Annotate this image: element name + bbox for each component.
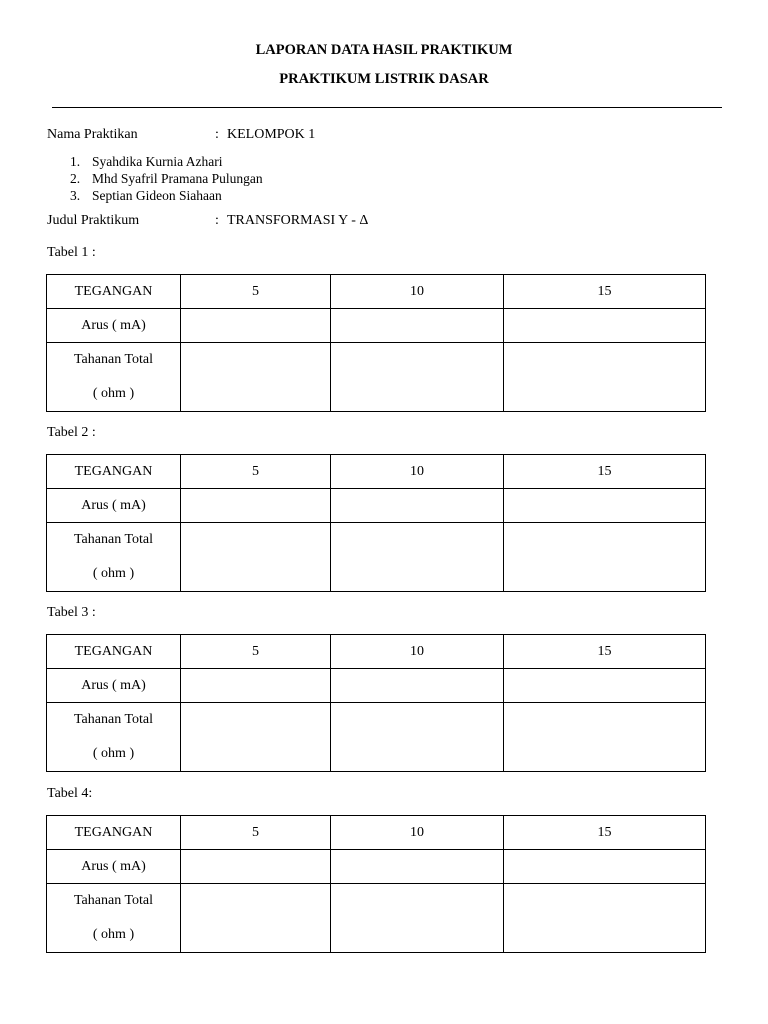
table-row [47, 635, 706, 669]
data-table-1 [46, 274, 706, 412]
row-label-line: Tahanan Total [73, 712, 154, 727]
header-cell: 10 [331, 275, 504, 309]
table-row [47, 523, 706, 592]
header-cell: 10 [331, 816, 504, 850]
empty-cell[interactable] [331, 489, 504, 523]
row-label [47, 884, 181, 953]
empty-cell[interactable] [331, 343, 504, 412]
header-cell: 5 [181, 635, 331, 669]
table-row [47, 669, 706, 703]
empty-cell[interactable] [181, 489, 331, 523]
colon: : [215, 127, 219, 142]
list-number: 1. [70, 154, 81, 169]
header-cell: 5 [181, 816, 331, 850]
row-label-line: Tahanan Total [73, 532, 154, 547]
list-item [70, 187, 263, 204]
table-row [47, 850, 706, 884]
table-row [47, 455, 706, 489]
table-row [47, 703, 706, 772]
empty-cell[interactable] [331, 884, 504, 953]
table-row [47, 816, 706, 850]
nama-praktikan-label: Nama Praktikan [47, 127, 138, 142]
header-cell: TEGANGAN [47, 275, 181, 309]
data-table-4 [46, 815, 706, 953]
colon: : [215, 213, 219, 228]
empty-cell[interactable] [504, 489, 706, 523]
empty-cell[interactable] [181, 309, 331, 343]
empty-cell[interactable] [331, 669, 504, 703]
row-label-unit: ( ohm ) [92, 746, 135, 761]
header-cell: 5 [181, 275, 331, 309]
header-cell: 15 [504, 275, 706, 309]
row-label-unit: ( ohm ) [92, 566, 135, 581]
header-cell: TEGANGAN [47, 635, 181, 669]
empty-cell[interactable] [181, 669, 331, 703]
table-row [47, 275, 706, 309]
empty-cell[interactable] [181, 523, 331, 592]
empty-cell[interactable] [504, 884, 706, 953]
header-cell: 15 [504, 455, 706, 489]
data-table-3 [46, 634, 706, 772]
table-row [47, 884, 706, 953]
table-row [47, 489, 706, 523]
table-caption: Tabel 2 : [47, 425, 96, 440]
row-label-line: Tahanan Total [73, 893, 154, 908]
member-name: Mhd Syafril Pramana Pulungan [92, 171, 263, 186]
empty-cell[interactable] [181, 850, 331, 884]
empty-cell[interactable] [504, 669, 706, 703]
document-subtitle: PRAKTIKUM LISTRIK DASAR [279, 71, 489, 87]
row-label: Arus ( mA) [47, 489, 181, 523]
member-list [70, 153, 263, 204]
member-name: Syahdika Kurnia Azhari [92, 154, 223, 169]
table-row [47, 343, 706, 412]
table-caption: Tabel 3 : [47, 605, 96, 620]
empty-cell[interactable] [331, 523, 504, 592]
empty-cell[interactable] [331, 309, 504, 343]
empty-cell[interactable] [504, 343, 706, 412]
list-number: 2. [70, 171, 81, 186]
row-label-unit: ( ohm ) [92, 927, 135, 942]
list-number: 3. [70, 188, 81, 203]
row-label-unit: ( ohm ) [92, 386, 135, 401]
row-label-line: Tahanan Total [73, 352, 154, 367]
table-caption: Tabel 1 : [47, 245, 96, 260]
header-cell: 5 [181, 455, 331, 489]
header-cell: 15 [504, 816, 706, 850]
row-label: Arus ( mA) [47, 850, 181, 884]
empty-cell[interactable] [504, 523, 706, 592]
row-label [47, 523, 181, 592]
data-table-2 [46, 454, 706, 592]
empty-cell[interactable] [331, 703, 504, 772]
empty-cell[interactable] [181, 343, 331, 412]
empty-cell[interactable] [504, 850, 706, 884]
row-label: Arus ( mA) [47, 669, 181, 703]
row-label [47, 343, 181, 412]
judul-praktikum-label: Judul Praktikum [47, 213, 140, 228]
table-caption: Tabel 4: [47, 786, 93, 801]
header-cell: 10 [331, 455, 504, 489]
list-item [70, 170, 263, 187]
empty-cell[interactable] [181, 884, 331, 953]
nama-praktikan-value: KELOMPOK 1 [227, 127, 316, 142]
table-row [47, 309, 706, 343]
header-cell: TEGANGAN [47, 816, 181, 850]
header-divider [52, 107, 722, 108]
judul-praktikum-value: TRANSFORMASI Y - Δ [227, 213, 369, 228]
row-label [47, 703, 181, 772]
empty-cell[interactable] [504, 703, 706, 772]
empty-cell[interactable] [331, 850, 504, 884]
header-cell: 10 [331, 635, 504, 669]
row-label: Arus ( mA) [47, 309, 181, 343]
list-item [70, 153, 263, 170]
document-title: LAPORAN DATA HASIL PRAKTIKUM [255, 42, 513, 58]
header-cell: 15 [504, 635, 706, 669]
empty-cell[interactable] [181, 703, 331, 772]
empty-cell[interactable] [504, 309, 706, 343]
member-name: Septian Gideon Siahaan [92, 188, 222, 203]
header-cell: TEGANGAN [47, 455, 181, 489]
